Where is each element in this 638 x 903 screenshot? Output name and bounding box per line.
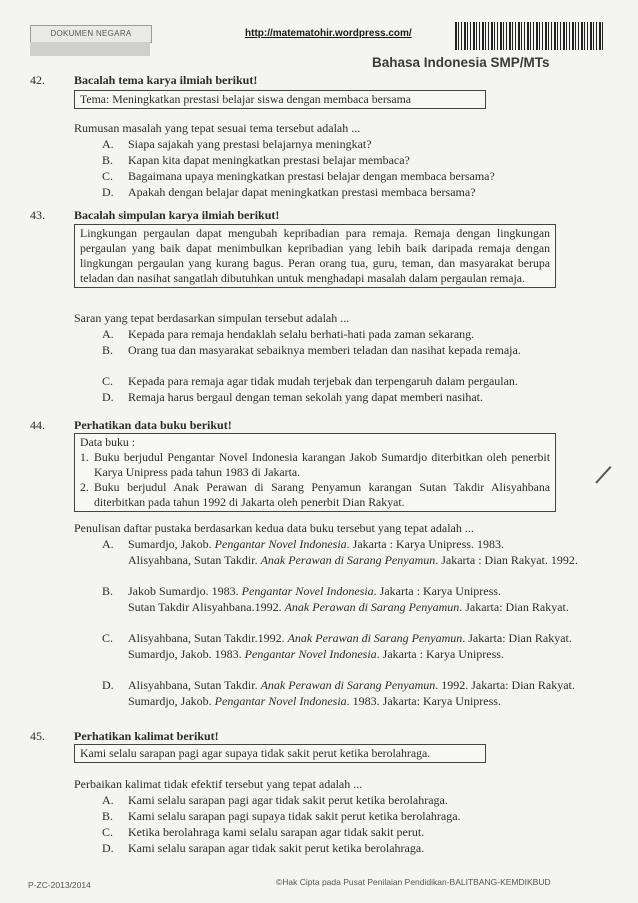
- question-title: Bacalah simpulan karya ilmiah berikut!: [74, 208, 280, 222]
- option-letter: D.: [102, 678, 114, 692]
- citation-line: Alisyahbana, Sutan Takdir.1992. Anak Perawan di Sarang Penyamun. Jakarta: Dian Rakyat.: [128, 631, 572, 645]
- question-title: Bacalah tema karya ilmiah berikut!: [74, 73, 258, 87]
- document-classification-badge: DOKUMEN NEGARA: [30, 25, 152, 43]
- option-letter: D.: [102, 390, 114, 404]
- option-text: Kapan kita dapat meningkatkan prestasi belajar membaca?: [128, 153, 410, 167]
- item-number: 2.: [80, 480, 89, 494]
- citation-line: Alisyahbana, Sutan Takdir. Anak Perawan di Sarang Penyamun. 1992. Jakarta: Dian Rakyat.: [128, 678, 575, 692]
- badge-shadow: [30, 42, 150, 56]
- option-text: [128, 537, 583, 568]
- citation-line: Alisyahbana, Sutan Takdir. Anak Perawan di Sarang Penyamun. Jakarta : Dian Rakyat. 1992.: [128, 552, 578, 567]
- question-stem: Perbaikan kalimat tidak efektif tersebut yang tepat adalah ...: [74, 777, 363, 791]
- option-text: Orang tua dan masyarakat sebaiknya memberi teladan dan nasihat kepada remaja.: [128, 343, 521, 357]
- book-data-box: [74, 433, 556, 512]
- citation-line: Sumardjo, Jakob. Pengantar Novel Indonesia. Jakarta : Karya Unipress. 1983.: [128, 537, 504, 551]
- option-text: Kami selalu sarapan pagi agar tidak sakit perut ketika berolahraga.: [128, 793, 448, 807]
- option-letter: C.: [102, 374, 114, 388]
- option-letter: A.: [102, 537, 114, 551]
- question-number: 45.: [30, 729, 45, 743]
- copyright-notice: ©Hak Cipta pada Pusat Penilaian Pendidikan-BALITBANG-KEMDIKBUD: [276, 877, 551, 887]
- citation-line: Sumardjo, Jakob. Pengantar Novel Indonesia. 1983. Jakarta: Karya Unipress.: [128, 693, 501, 708]
- option-text: Kepada para remaja hendaklah selalu berhati-hati pada zaman sekarang.: [128, 327, 475, 341]
- option-letter: B.: [102, 809, 114, 823]
- option-text: Apakah dengan belajar dapat meningkatkan prestasi membaca bersama?: [128, 185, 476, 199]
- option-letter: B.: [102, 343, 114, 357]
- question-stem: Penulisan daftar pustaka berdasarkan kedua data buku tersebut yang tepat adalah ...: [74, 521, 474, 535]
- option-text: Kami selalu sarapan pagi supaya tidak sakit perut ketika berolahraga.: [128, 809, 461, 823]
- citation-line: Jakob Sumardjo. 1983. Pengantar Novel Indonesia. Jakarta : Karya Unipress.: [128, 584, 501, 598]
- item-text: Buku berjudul Anak Perawan di Sarang Penyamun karangan Sutan Takdir Alisyahbana diterbitkan pada tahun 1992 di Jakarta oleh penerbit Dian Rakyat.: [94, 480, 550, 509]
- option-letter: C.: [102, 631, 114, 645]
- option-letter: C.: [102, 169, 114, 183]
- option-text: [128, 678, 583, 709]
- pen-mark: [595, 466, 611, 484]
- option-text: [128, 584, 583, 615]
- option-text: Ketika berolahraga kami selalu sarapan agar tidak sakit perut.: [128, 825, 425, 839]
- exam-code: P-ZC-2013/2014: [28, 880, 91, 890]
- option-letter: A.: [102, 137, 114, 151]
- option-letter: D.: [102, 841, 114, 855]
- option-text: Kepada para remaja agar tidak mudah terjebak dan terpengaruh dalam pergaulan.: [128, 374, 518, 388]
- option-letter: C.: [102, 825, 114, 839]
- option-text: Remaja harus bergaul dengan teman sekolah yang dapat memberi nasihat.: [128, 390, 483, 404]
- question-number: 44.: [30, 418, 45, 432]
- question-title: Perhatikan data buku berikut!: [74, 418, 232, 432]
- item-number: 1.: [80, 450, 89, 464]
- question-number: 42.: [30, 73, 45, 87]
- question-stem: Rumusan masalah yang tepat sesuai tema tersebut adalah ...: [74, 121, 361, 135]
- question-title: Perhatikan kalimat berikut!: [74, 729, 219, 743]
- question-number: 43.: [30, 208, 45, 222]
- question-stem: Saran yang tepat berdasarkan simpulan tersebut adalah ...: [74, 311, 350, 325]
- item-text: Buku berjudul Pengantar Novel Indonesia karangan Jakob Sumardjo diterbitkan oleh penerbit Karya Unipress pada tahun 1983 di Jakarta.: [94, 450, 550, 479]
- option-letter: B.: [102, 584, 114, 598]
- barcode-image: [455, 22, 605, 50]
- option-text: Siapa sajakah yang prestasi belajarnya meningkat?: [128, 137, 372, 151]
- sentence-box: Kami selalu sarapan pagi agar supaya tidak sakit perut ketika berolahraga.: [74, 744, 486, 763]
- book-data-item-1: [80, 450, 550, 480]
- source-url-link[interactable]: http://matematohir.wordpress.com/: [245, 28, 412, 39]
- option-text: Kami selalu sarapan agar tidak sakit perut ketika berolahraga.: [128, 841, 425, 855]
- conclusion-box: Lingkungan pergaulan dapat mengubah kepribadian para remaja. Remaja dengan lingkungan pergaulan yang baik dapat menimbulkan kepribadian yang lebih baik daripada remaja dengan lingkungan pergaulan yang kurang bagus. Peran orang tua, guru, teman, dan masyarakat berupa teladan dan nasihat sangatlah dibutuhkan untuk menghadapi masalah dalam pergaulan remaja.: [74, 224, 556, 288]
- book-data-item-2: [80, 480, 550, 510]
- subject-title: Bahasa Indonesia SMP/MTs: [372, 55, 550, 70]
- option-letter: B.: [102, 153, 114, 167]
- citation-line: Sumardjo, Jakob. 1983. Pengantar Novel Indonesia. Jakarta : Karya Unipress.: [128, 646, 504, 661]
- option-letter: D.: [102, 185, 114, 199]
- option-text: [128, 631, 583, 662]
- theme-box: Tema: Meningkatkan prestasi belajar siswa dengan membaca bersama: [74, 90, 486, 109]
- box-heading: Data buku :: [80, 435, 136, 449]
- option-letter: A.: [102, 327, 114, 341]
- option-letter: A.: [102, 793, 114, 807]
- option-text: Bagaimana upaya meningkatkan prestasi belajar dengan membaca bersama?: [128, 169, 495, 183]
- citation-line: Sutan Takdir Alisyahbana.1992. Anak Perawan di Sarang Penyamun. Jakarta: Dian Rakyat.: [128, 599, 569, 614]
